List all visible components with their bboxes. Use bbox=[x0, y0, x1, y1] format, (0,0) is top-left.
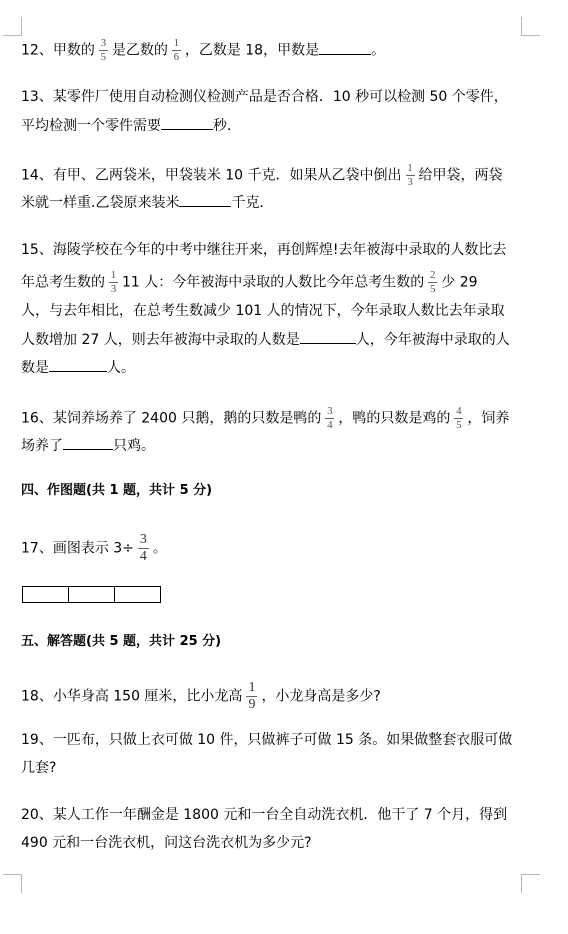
question-17: 17、画图表示 3÷ $\frac{3}{4}$ 。 bbox=[21, 532, 167, 564]
question-15-line-4: 人数增加 27 人，则去年被海中录取的人数是 人，今年被海中录取的人 bbox=[21, 332, 510, 348]
question-16-line-1: 16、某饲养场养了 2400 只鹅，鹅的只数是鸭的 $\frac{3}{4}$ ，鸭的只数是鸡的 $\frac{4}{5}$ ，饲养 bbox=[21, 405, 510, 431]
q16-fraction-2: $\frac{4}{5}$ bbox=[456, 405, 462, 431]
q12-fraction-2: $\frac{1}{6}$ bbox=[173, 37, 180, 63]
q12-fraction-1: $\frac{3}{5}$ bbox=[100, 37, 107, 63]
question-15-line-2: 年总考生数的 $\frac{1}{3}$ 11 人：今年被海中录取的人数比今年总考生数的 $\frac{2}{5}$ 少 29 bbox=[21, 269, 478, 295]
question-15-line-3: 人，与去年相比，在总考生数减少 101 人的情况下，今年录取人数比去年录取 bbox=[21, 303, 505, 319]
q15-fraction-2: $\frac{2}{5}$ bbox=[430, 269, 436, 295]
question-16-line-2: 场养了 只鸡。 bbox=[21, 438, 155, 454]
question-13-line-1: 13、某零件厂使用自动检测仪检测产品是否合格．10 秒可以检测 50 个零件， bbox=[21, 89, 508, 105]
grid-cell bbox=[23, 587, 69, 602]
question-14-line-2: 米就一样重.乙袋原来装米 千克． bbox=[21, 195, 274, 211]
corner-mark-top-left bbox=[3, 17, 22, 36]
q17-fraction: $\frac{3}{4}$ bbox=[139, 532, 147, 564]
q16-fraction-1: $\frac{3}{4}$ bbox=[327, 405, 333, 431]
question-12: 12、甲数的 $\frac{3}{5}$ 是乙数的 $\frac{1}{6}$ ，乙数是 18，甲数是 。 bbox=[21, 37, 386, 63]
question-15-line-5: 数是 人。 bbox=[21, 360, 135, 376]
q14-answer-blank[interactable] bbox=[179, 194, 231, 207]
q12-text-b: 是乙数的 bbox=[111, 42, 168, 59]
question-18: 18、小华身高 150 厘米，比小龙高 $\frac{1}{9}$ ，小龙身高是多少? bbox=[21, 680, 381, 712]
q12-text-c: ，乙数是 18，甲数是 bbox=[184, 42, 320, 59]
grid-cell bbox=[115, 587, 160, 602]
corner-mark-bottom-right bbox=[521, 874, 540, 893]
question-15-line-1: 15、海陵学校在今年的中考中继往开来，再创辉煌!去年被海中录取的人数比去 bbox=[21, 242, 507, 258]
grid-cell bbox=[69, 587, 115, 602]
q14-fraction: $\frac{1}{3}$ bbox=[407, 162, 413, 188]
q12-answer-blank[interactable] bbox=[319, 42, 371, 55]
question-19-line-1: 19、一匹布，只做上衣可做 10 件，只做裤子可做 15 条。如果做整套衣服可做 bbox=[21, 732, 513, 748]
question-19-line-2: 几套? bbox=[21, 760, 57, 776]
corner-mark-top-right bbox=[521, 17, 540, 36]
corner-mark-bottom-left bbox=[3, 874, 22, 893]
q12-text-a: 12、甲数的 bbox=[21, 42, 95, 59]
q15-fraction-1: $\frac{1}{3}$ bbox=[110, 269, 117, 295]
q16-answer-blank[interactable] bbox=[63, 437, 113, 450]
question-14-line-1: 14、有甲、乙两袋米，甲袋装米 10 千克．如果从乙袋中倒出 $\frac{1}{3}$ 给甲袋，两袋 bbox=[21, 162, 503, 188]
question-20-line-2: 490 元和一台洗衣机，问这台洗衣机为多少元? bbox=[21, 835, 312, 851]
q15-answer-blank-1[interactable] bbox=[300, 331, 356, 344]
drawing-grid bbox=[22, 586, 161, 603]
question-20-line-1: 20、某人工作一年酬金是 1800 元和一台全自动洗衣机．他干了 7 个月，得到 bbox=[21, 807, 508, 823]
section-5-heading: 五、解答题(共 5 题，共计 25 分) bbox=[21, 634, 222, 649]
q18-fraction: $\frac{1}{9}$ bbox=[248, 680, 256, 712]
section-4-heading: 四、作图题(共 1 题，共计 5 分) bbox=[21, 483, 213, 498]
q13-answer-blank[interactable] bbox=[161, 117, 213, 130]
q15-answer-blank-2[interactable] bbox=[49, 359, 107, 372]
question-13-line-2: 平均检测一个零件需要 秒． bbox=[21, 118, 241, 134]
